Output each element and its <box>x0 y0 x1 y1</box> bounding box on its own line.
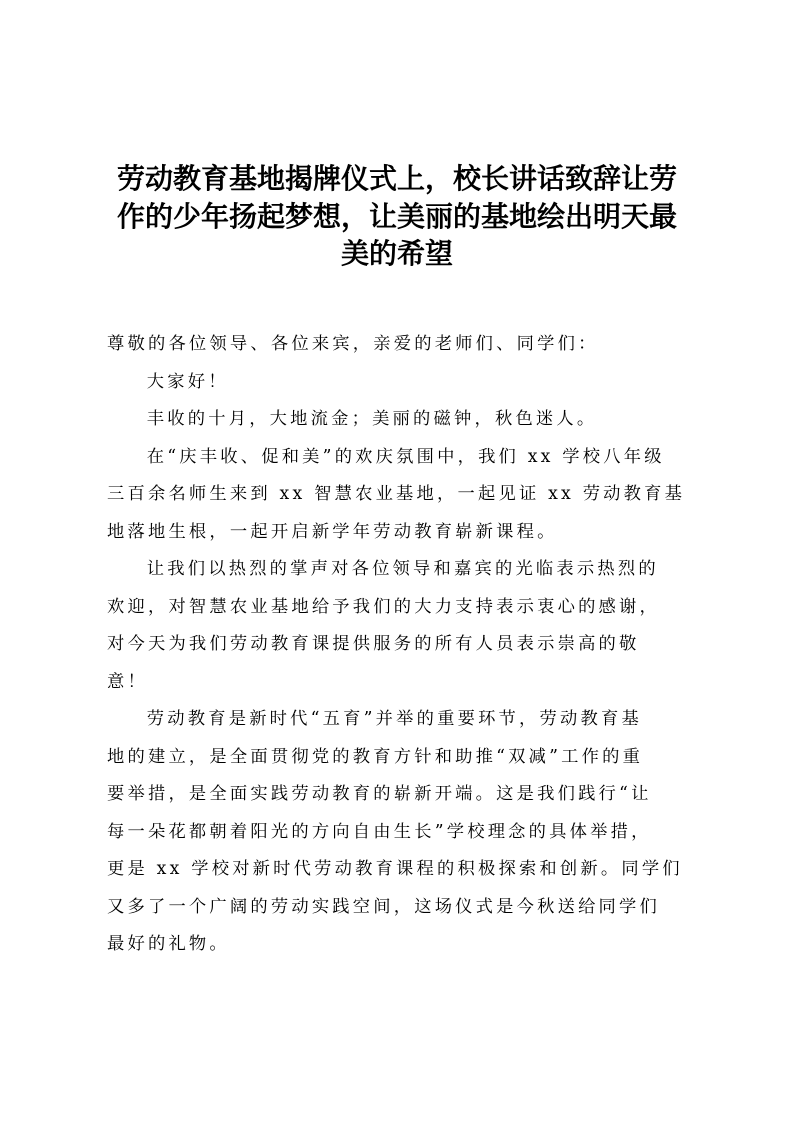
paragraph-line: 更是 xx 学校对新时代劳动教育课程的积极探索和创新。同学们 <box>107 859 683 879</box>
paragraph-thanks <box>107 551 687 701</box>
title-line: 作的少年扬起梦想，让美丽的基地绘出明天最 <box>116 199 677 233</box>
title-line: 美的希望 <box>340 237 453 270</box>
paragraph-autumn <box>107 401 687 439</box>
document-title <box>107 160 687 273</box>
paragraph-line: 在“庆丰收、促和美”的欢庆氛围中，我们 xx 学校八年级 <box>146 446 665 467</box>
paragraph-line: 让我们以热烈的掌声对各位领导和嘉宾的光临表示热烈的 <box>146 559 659 579</box>
paragraph-event <box>107 439 687 552</box>
title-line: 劳动教育基地揭牌仪式上，校长讲话致辞让劳 <box>116 162 677 195</box>
paragraph-greeting <box>107 364 687 402</box>
paragraph-labor-education <box>107 701 687 964</box>
paragraph-line: 三百余名师生来到 xx 智慧农业基地，一起见证 xx 劳动教育基 <box>107 484 686 504</box>
document-body <box>107 326 687 964</box>
paragraph-line: 又多了一个广阔的劳动实践空间，这场仪式是今秋送给同学们 <box>107 896 660 917</box>
paragraph-line: 大家好！ <box>146 371 229 392</box>
paragraph-line: 对今天为我们劳动教育课提供服务的所有人员表示崇高的敬 <box>107 634 640 654</box>
salutation-text: 尊敬的各位领导、各位来宾，亲爱的老师们、同学们： <box>107 334 599 354</box>
salutation <box>107 326 687 364</box>
paragraph-line: 意！ <box>107 671 148 692</box>
paragraph-line: 地的建立，是全面贯彻党的教育方针和助推“双减”工作的重 <box>107 746 644 767</box>
paragraph-line: 欢迎，对智慧农业基地给予我们的大力支持表示衷心的感谢， <box>107 596 660 617</box>
paragraph-line: 劳动教育是新时代“五育”并举的重要环节，劳动教育基 <box>146 709 642 729</box>
paragraph-line: 丰收的十月，大地流金；美丽的磁钟，秋色迷人。 <box>146 409 598 429</box>
paragraph-line: 要举措，是全面实践劳动教育的崭新开端。这是我们践行“让 <box>107 784 652 804</box>
paragraph-line: 地落地生根，一起开启新学年劳动教育崭新课程。 <box>107 521 558 542</box>
paragraph-line: 最好的礼物。 <box>107 934 230 954</box>
paragraph-line: 每一朵花都朝着阳光的方向自由生长”学校理念的具体举措， <box>107 821 652 842</box>
